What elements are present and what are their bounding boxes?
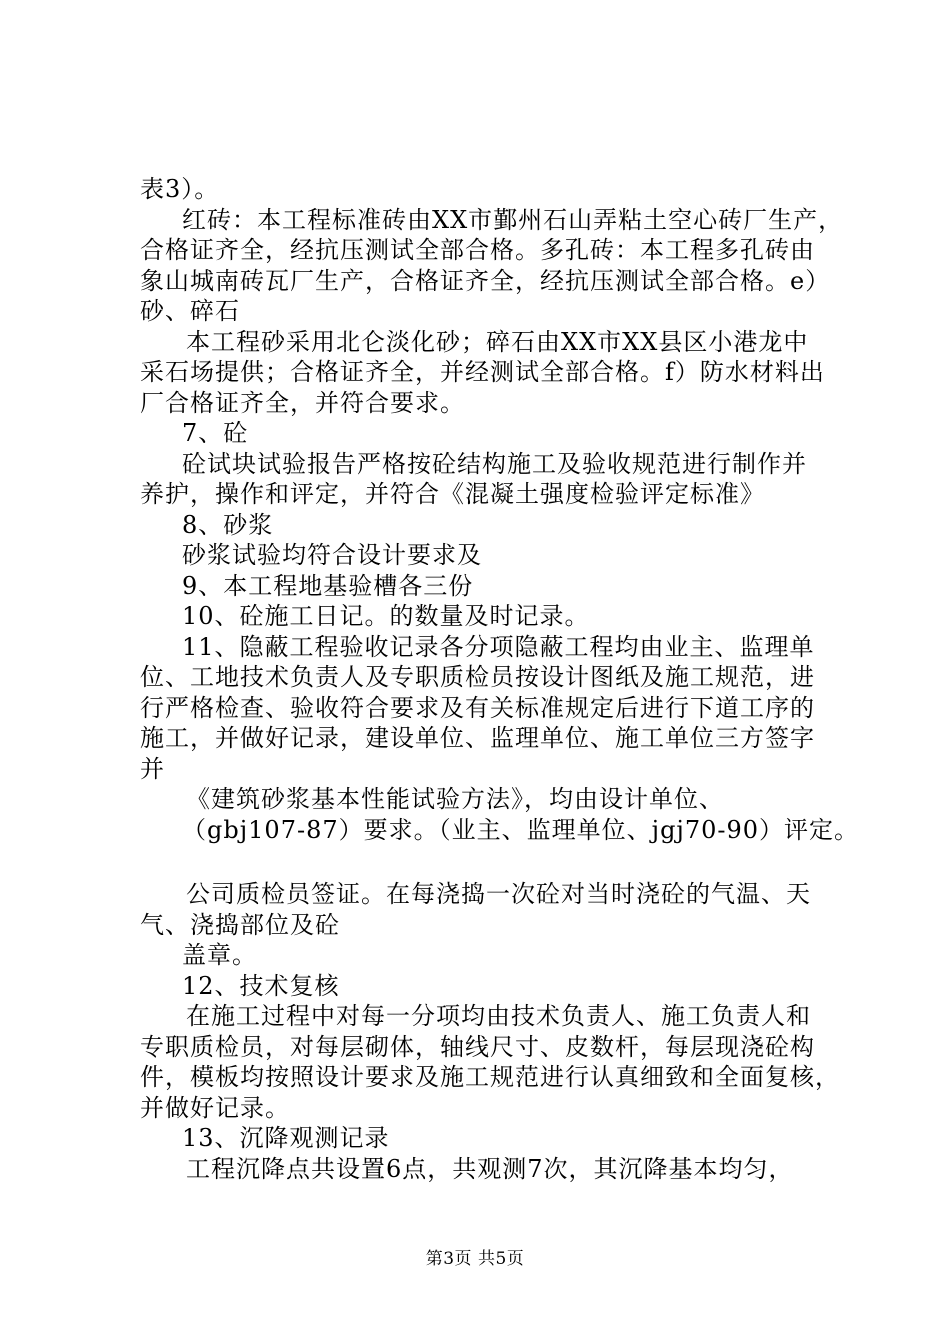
text-line: 公司质检员签证。在每浇捣一次砼对当时浇砼的气温、天 [186,880,811,908]
text-line: 砂浆试验均符合设计要求及 [182,541,482,569]
page-footer [0,1244,950,1269]
text-line: （gbj107-87）要求。（业主、监理单位、jgj70-90）评定。 [182,815,860,844]
text-line: 砂、碎石 [140,297,240,325]
text-line: 在施工过程中对每一分项均由技术负责人、施工负责人和 [186,1002,811,1030]
text-line: 表3）。 [140,175,220,203]
page-number: 第3页 共5页 [425,1249,525,1269]
text-line: 行严格检查、验收符合要求及有关标准规定后进行下道工序的 [140,693,815,722]
section-heading: 7、砼 [182,419,249,447]
section-heading: 8、砂浆 [182,510,274,539]
text-line: 采石场提供；合格证齐全，并经测试全部合格。f）防水材料出 [140,358,825,386]
text-line: 养护，操作和评定，并符合《混凝土强度检验评定标准》 [140,480,765,508]
text-line: 位、工地技术负责人及专职质检员按设计图纸及施工规范，进 [140,663,815,691]
paragraph-gap [140,845,860,879]
text-line: 厂合格证齐全，并符合要求。 [140,388,465,417]
text-line: 专职质检员，对每层砌体，轴线尺寸、皮数杆，每层现浇砼构 [140,1032,815,1061]
text-line: 并做好记录。 [140,1093,290,1122]
document-body [140,174,860,1184]
text-line: 红砖：本工程标准砖由XX市鄞州石山弄粘土空心砖厂生产， [182,205,844,234]
text-line: 砼试块试验报告严格按砼结构施工及验收规范进行制作并 [182,449,807,478]
section-heading: 12、技术复核 [182,971,340,1000]
text-line: 合格证齐全，经抗压测试全部合格。多孔砖：本工程多孔砖由 [140,236,815,264]
section-heading: 10、砼施工日记。的数量及时记录。 [182,602,590,630]
text-line: 并 [140,754,165,783]
section-heading: 11、隐蔽工程验收记录各分项隐蔽工程均由业主、监理单 [182,632,815,661]
text-line: 盖章。 [182,941,257,969]
section-heading: 13、沉降观测记录 [182,1124,390,1152]
text-line: 工程沉降点共设置6点，共观测7次，其沉降基本均匀， [186,1154,794,1183]
text-line: 件，模板均按照设计要求及施工规范进行认真细致和全面复核， [140,1063,840,1091]
text-line: 施工，并做好记录，建设单位、监理单位、施工单位三方签字 [140,724,815,752]
text-line: 象山城南砖瓦厂生产，合格证齐全，经抗压测试全部合格。e） [140,266,831,295]
text-line: 《建筑砂浆基本性能试验方法》，均由设计单位、 [186,785,724,813]
text-line: 本工程砂采用北仑淡化砂；碎石由XX市XX县区小港龙中 [186,327,809,356]
text-line: 气、浇捣部位及砼 [140,910,340,939]
section-heading: 9、本工程地基验槽各三份 [182,571,474,600]
